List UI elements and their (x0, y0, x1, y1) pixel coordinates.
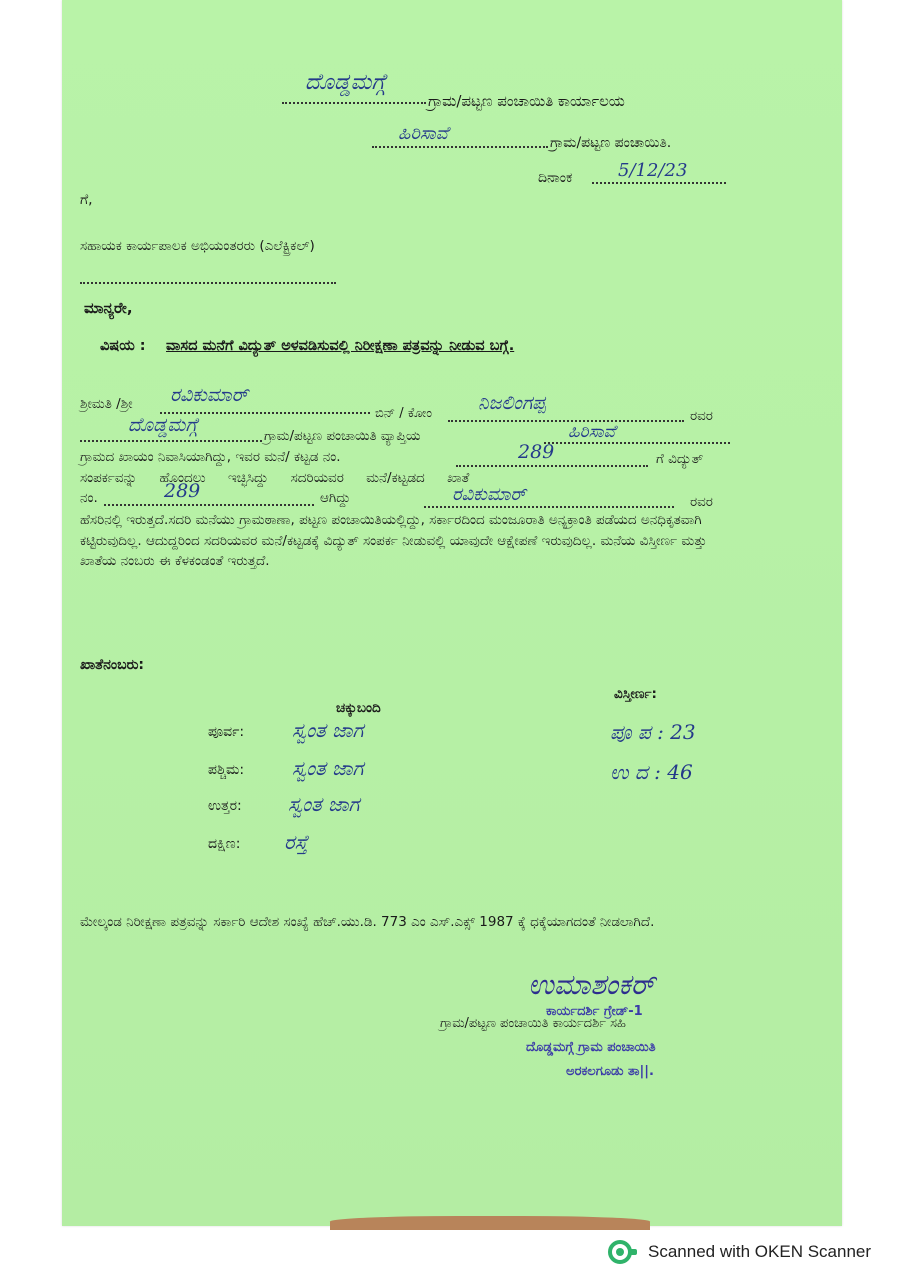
body-l5-prefix: ನಂ. (80, 490, 98, 506)
father-name: ನಿಜಲಿಂಗಪ್ಪ (478, 392, 546, 414)
body-l1-suffix: ರವರ (690, 408, 713, 424)
north-value: ಸ್ವಂತ ಜಾಗ (288, 792, 360, 816)
east-label: ಪೂರ್ವ: (208, 724, 245, 740)
north-label: ಉತ್ತರ: (208, 798, 242, 814)
khata-number: 289 (164, 480, 201, 502)
dotted-line (456, 465, 648, 467)
body-l1-prefix: ಶ್ರೀಮತಿ /ಶ್ರೀ (80, 396, 133, 412)
dotted-line (544, 442, 730, 444)
dotted-line (80, 282, 336, 284)
date-label: ದಿನಾಂಕ (538, 170, 573, 186)
body-l1-mid: ಬಿನ್ / ಕೋಂ (375, 406, 432, 421)
table-edge (330, 1216, 650, 1230)
date: 5/12/23 (618, 160, 688, 181)
office-line: ಗ್ರಾಮ/ಪಟ್ಟಣ ಪಂಚಾಯಿತಿ ಕಾರ್ಯಾಲಯ (428, 92, 625, 110)
subject-label: ವಿಷಯ : (100, 338, 146, 354)
scanner-watermark (608, 1240, 871, 1264)
closing-text: ಮೇಲ್ಕಂಡ ನಿರೀಕ್ಷಣಾ ಪತ್ರವನ್ನು ಸರ್ಕಾರಿ ಆದೇಶ ಸಂಖ್ಯೆ ಹೆಚ್.ಯು.ಡಿ. 773 ಎಂ ಎಸ್.ಎಕ್ಸ್ 1987 ಕ್ಕೆ ಧಕ್ಕೆಯಾಗದಂತೆ ನೀಡಲಾಗಿದೆ. (80, 914, 655, 930)
dotted-line (448, 420, 684, 422)
area-title: ವಿಸ್ತೀರ್ಣ: (614, 686, 657, 702)
salutation: ಮಾನ್ಯರೇ, (84, 299, 133, 317)
dotted-line (592, 182, 726, 184)
panchayat-name: ಹಿರಿಸಾವೆ (568, 422, 616, 442)
body-l5-mid: ಆಗಿದ್ದು (320, 490, 351, 506)
dotted-line (282, 102, 426, 104)
area-ew: ಪೂ ಪ : 23 (610, 720, 696, 744)
to-label: ಗೆ, (80, 192, 93, 208)
owner-name: ರವಿಕುಮಾರ್ (452, 484, 526, 505)
office-village: ದೊಡ್ಡಮಗ್ಗೆ (305, 70, 386, 95)
area-ns: ಉ ದ : 46 (610, 760, 693, 784)
subject: ವಾಸದ ಮನೆಗೆ ವಿದ್ಯುತ್ ಅಳವಡಿಸುವಲ್ಲಿ ನಿರೀಕ್ಷಣಾ ಪತ್ರವನ್ನು ನೀಡುವ ಬಗ್ಗೆ. (166, 338, 515, 354)
oken-scanner-icon (608, 1240, 638, 1264)
stamp-line2: ದೊಡ್ಡಮಗ್ಗೆ ಗ್ರಾಮ ಪಂಚಾಯಿತಿ (526, 1040, 656, 1055)
east-value: ಸ್ವಂತ ಜಾಗ (292, 718, 364, 742)
body-l3-suffix: ಗೆ ವಿದ್ಯುತ್ (656, 451, 704, 467)
signature-line: ಗ್ರಾಮ/ಪಟ್ಟಣ ಪಂಚಾಯಿತಿ ಕಾರ್ಯದರ್ಶಿ ಸಹಿ (440, 1016, 626, 1031)
west-value: ಸ್ವಂತ ಜಾಗ (292, 756, 364, 780)
scanner-label: Scanned with OKEN Scanner (648, 1242, 872, 1261)
dotted-line (104, 504, 314, 506)
addressee: ಸಹಾಯಕ ಕಾರ್ಯಪಾಲಕ ಅಭಿಯಂತರರು (ಎಲೆಕ್ಟ್ರಿಕಲ್) (80, 238, 315, 254)
body-l3-text: ಗ್ರಾಮದ ಖಾಯಂ ನಿವಾಸಿಯಾಗಿದ್ದು, ಇವರ ಮನೆ/ ಕಟ್ಟಡ ನಂ. (80, 449, 341, 465)
body-l2-text: ಗ್ರಾಮ/ಪಟ್ಟಣ ಪಂಚಾಯಿತಿ ವ್ಯಾಪ್ತಿಯ (264, 428, 421, 444)
dotted-line (424, 506, 674, 508)
place: ಹಿರಿಸಾವೆ (398, 123, 449, 144)
dotted-line (372, 146, 548, 148)
stamp-line1: ಕಾರ್ಯದರ್ಶಿ ಗ್ರೇಡ್-1 (546, 1004, 643, 1019)
dotted-line (80, 440, 262, 442)
body-rest: ಹೆಸರಿನಲ್ಲಿ ಇರುತ್ತದೆ.ಸದರಿ ಮನೆಯು ಗ್ರಾಮಠಾಣಾ, ಪಟ್ಟಣ ಪಂಚಾಯಿತಿಯಲ್ಲಿದ್ದು, ಸರ್ಕಾರದಿಂದ ಮಂಜೂರಾತಿ ಅನ್ಯಕ್ರಾಂತಿ ಪಡೆಯದ ಅನಧಿಕೃತವಾಗಿ ಕಟ್ಟಿರುವುದಿಲ್ಲ. ಆದುದ್ದರಿಂದ ಸದರಿಯವರ ಮನೆ/ಕಟ್ಟಡಕ್ಕೆ ವಿದ್ಯುತ್ ಸಂಪರ್ಕ ನೀಡುವಲ್ಲಿ ಯಾವುದೇ ಆಕ್ಷೇಪಣೆ ಇರುವುದಿಲ್ಲ. ಮನೆಯ ವಿಸ್ತೀರ್ಣ ಮತ್ತು ಖಾತೆಯ ನಂಬರು ಈ ಕೆಳಕಂಡಂತೆ ಇರುತ್ತದೆ. (80, 512, 707, 569)
applicant-name: ರವಿಕುಮಾರ್ (170, 384, 248, 406)
south-value: ರಸ್ತೆ (284, 830, 308, 854)
place-line: ಗ್ರಾಮ/ಪಟ್ಟಣ ಪಂಚಾಯಿತಿ. (550, 135, 672, 151)
body-l4-text: ಸಂಪರ್ಕವನ್ನು ಹೊಂದಲು ಇಚ್ಛಿಸಿದ್ದು ಸದರಿಯವರ ಮನೆ/ಕಟ್ಟಡದ ಖಾತೆ (80, 470, 470, 486)
khata-label: ಖಾತೆನಂಬರು: (80, 657, 145, 673)
body-l5-suffix: ರವರ (690, 494, 713, 510)
stamp-line3: ಅರಕಲಗೂಡು ತಾ||. (566, 1064, 654, 1079)
boundaries-title: ಚಕ್ಕುಬಂದಿ (336, 700, 381, 716)
west-label: ಪಶ್ಚಿಮ: (208, 762, 245, 778)
secretary-signature: ಉಮಾಶಂಕರ್ (528, 968, 655, 1001)
house-number: 289 (518, 441, 555, 463)
village-name: ದೊಡ್ಡಮಗ್ಗೆ (128, 414, 198, 436)
south-label: ದಕ್ಷಿಣ: (208, 836, 241, 852)
